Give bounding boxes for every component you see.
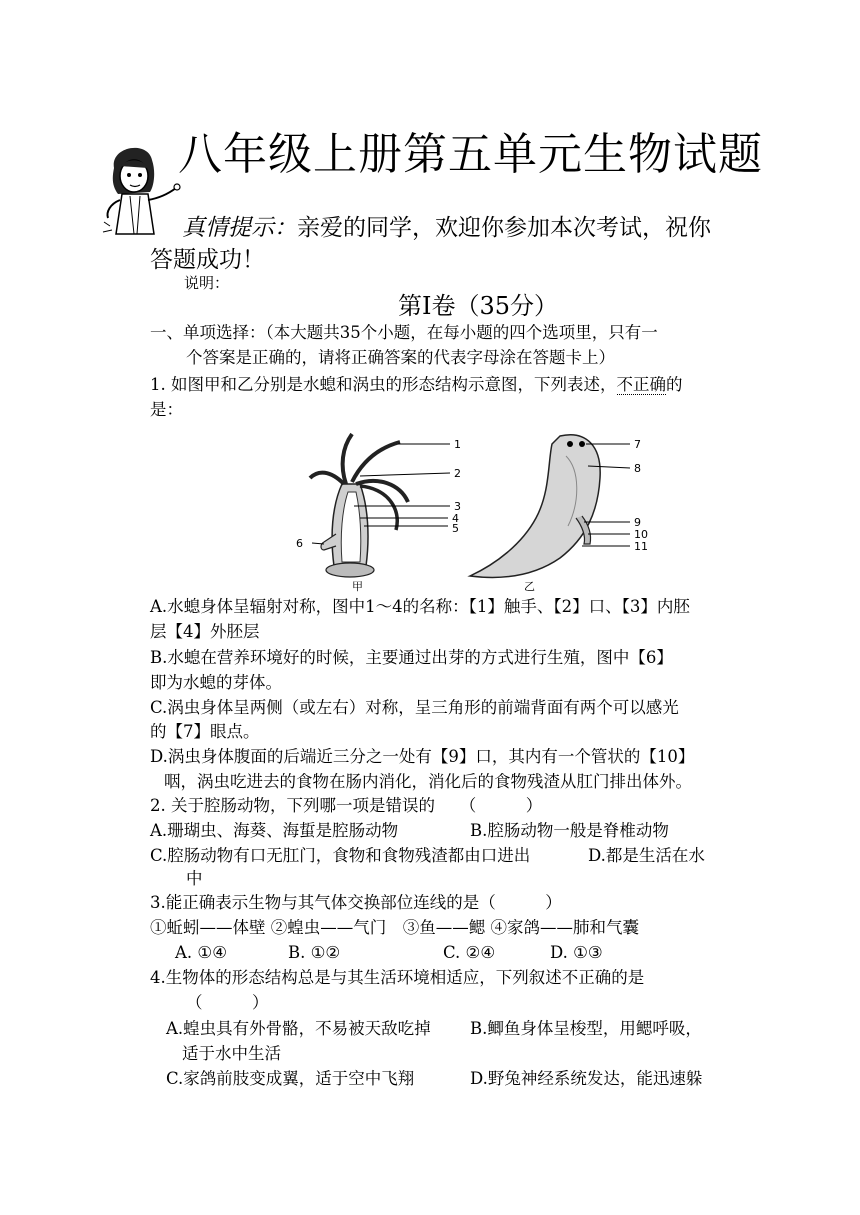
fig-label-3: 3: [454, 500, 461, 513]
volume-title: 第Ⅰ卷（35分）: [398, 292, 559, 320]
q1-stem-line1: [150, 372, 683, 397]
q2-stem: 2. 关于腔肠动物，下列哪一项是错误的 （ ）: [150, 796, 543, 815]
q3-option-a: A. ①④: [175, 943, 227, 962]
note-label: 说明：: [184, 274, 230, 292]
q3-pairs: ①蚯蚓——体壁 ②蝗虫——气门 ③鱼——鳃 ④家鸽——肺和气囊: [150, 918, 639, 937]
q1-option-c-line1: C.涡虫身体呈两侧（或左右）对称，呈三角形的前端背面有两个可以感光: [150, 698, 679, 717]
q4-option-b-line2: 适于水中生活: [182, 1044, 281, 1063]
section-heading-line2: 个答案是正确的，请将正确答案的代表字母涂在答题卡上）: [186, 348, 615, 367]
fig-label-5: 5: [452, 522, 459, 535]
q4-option-b-line1: B.鲫鱼身体呈梭型，用鳃呼吸，: [470, 1019, 702, 1038]
fig-label-11: 11: [634, 540, 648, 553]
q1-stem-a: 1. 如图甲和乙分别是水螅和涡虫的形态结构示意图，下列表述，: [150, 375, 617, 394]
fig-label-4: 4: [452, 512, 459, 525]
q2-option-b: B.腔肠动物一般是脊椎动物: [470, 821, 669, 840]
fig-label-1: 1: [454, 438, 461, 451]
fig-label-8: 8: [634, 462, 641, 475]
fig-label-10: 10: [634, 528, 648, 541]
q4-stem-line1: 4.生物体的形态结构总是与其生活环境相适应，下列叙述不正确的是: [150, 968, 645, 987]
tip-text: 亲爱的同学，欢迎你参加本次考试，祝你答题成功！: [150, 215, 711, 273]
q1-option-d-line1: D.涡虫身体腹面的后端近三分之一处有【9】口，其内有一个管状的【10】: [150, 747, 695, 766]
q4-stem-line2: （ ）: [186, 993, 269, 1012]
fig-label-9: 9: [634, 516, 641, 529]
q2-option-d-line1: D.都是生活在水: [588, 846, 705, 865]
q1-option-b-line2: 即为水螅的芽体。: [150, 673, 282, 692]
fig-caption-left: 甲: [352, 580, 363, 593]
q2-option-a: A.珊瑚虫、海葵、海蜇是腔肠动物: [150, 821, 399, 840]
q1-option-a-line2: 层【4】外胚层: [150, 622, 260, 641]
page-title: 八年级上册第五单元生物试题: [178, 129, 763, 180]
q1-option-b-line1: B.水螅在营养环境好的时候，主要通过出芽的方式进行生殖，图中【6】: [150, 648, 673, 667]
q1-option-c-line2: 的【7】眼点。: [150, 722, 260, 741]
fig-label-6: 6: [296, 537, 303, 550]
section-heading-line1: 一、单项选择：（本大题共35个小题，在每小题的四个选项里，只有一: [150, 323, 658, 342]
q3-option-b: B. ①②: [288, 943, 341, 962]
q2-option-c: C.腔肠动物有口无肛门，食物和食物残渣都由口进出: [150, 846, 531, 865]
tip-label: 真情提示：: [182, 215, 297, 241]
planarian-diagram: [470, 435, 648, 593]
q4-option-a: A.蝗虫具有外骨骼，不易被天敌吃掉: [166, 1019, 431, 1038]
q2-option-d-line2: 中: [186, 869, 203, 888]
q3-option-c: C. ②④: [443, 943, 496, 962]
q1-stem-emphasis: 不正确: [616, 375, 666, 394]
q1-stem-line2: 是：: [150, 400, 183, 419]
fig-label-7: 7: [634, 438, 641, 451]
q1-stem-b: 的: [666, 375, 683, 394]
q3-option-d: D. ①③: [550, 943, 603, 962]
q1-option-d-line2: 咽，涡虫吃进去的食物在肠内消化，消化后的食物残渣从肛门排出体外。: [164, 772, 692, 791]
q1-figure: [290, 426, 670, 594]
fig-caption-right: 乙: [524, 580, 535, 593]
tip-paragraph: [150, 212, 720, 276]
q3-stem: 3.能正确表示生物与其气体交换部位连线的是（ ）: [150, 893, 562, 912]
hydra-diagram: [296, 434, 461, 593]
q4-option-d: D.野兔神经系统发达，能迅速躲: [470, 1069, 703, 1088]
q1-option-a-line1: A.水螅身体呈辐射对称，图中1～4的名称：【1】触手、【2】口、【3】内胚: [150, 597, 690, 616]
q4-option-c: C.家鸽前肢变成翼，适于空中飞翔: [166, 1069, 415, 1088]
fig-label-2: 2: [454, 467, 461, 480]
